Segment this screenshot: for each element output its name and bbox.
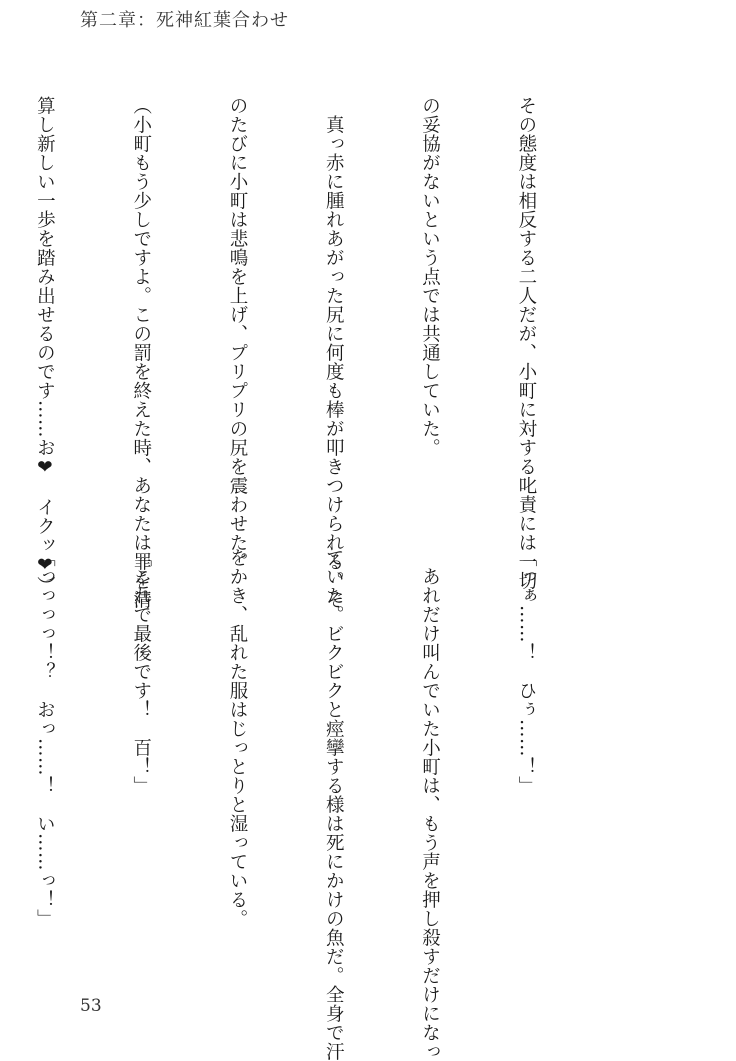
text-line: の妥協がないという点では共通していた。 (419, 96, 441, 457)
text-line: のたびに小町は悲鳴を上げ、プリプリの尻を震わせた。 (226, 96, 248, 571)
text-line: 「っっっっ！？ おっ……！ い……っ！」 (34, 548, 56, 928)
running-head: 第二章：死神紅葉合わせ (80, 10, 289, 31)
text-line: をかき、乱れた服はじっとりと湿っている。 (226, 548, 248, 928)
text-line: その態度は相反する二人だが、小町に対する叱責には一切 (515, 96, 537, 590)
text-line: 「これで最後です！ 百！」 (130, 548, 152, 795)
text-line: あれだけ叫んでいた小町は、もう声を押し殺すだけになっ (419, 548, 441, 1061)
text-line: ていた。ビクビクと痙攣する様は死にかけの魚だ。全身で汗 (323, 548, 345, 1061)
text-line: （小町もう少しですよ。この罰を終えた時、あなたは罪を清 (130, 96, 152, 609)
page-number: 53 (80, 996, 102, 1016)
text-line: 真っ赤に腫れあがった尻に何度も棒が叩きつけられる。そ (323, 96, 345, 609)
text-line: 「っぁ……！ ひぅ……！」 (515, 548, 537, 795)
text-line: 算し新しい一歩を踏み出せるのです……お❤ イクッ❤） (34, 96, 56, 595)
top-text-block (34, 96, 606, 609)
